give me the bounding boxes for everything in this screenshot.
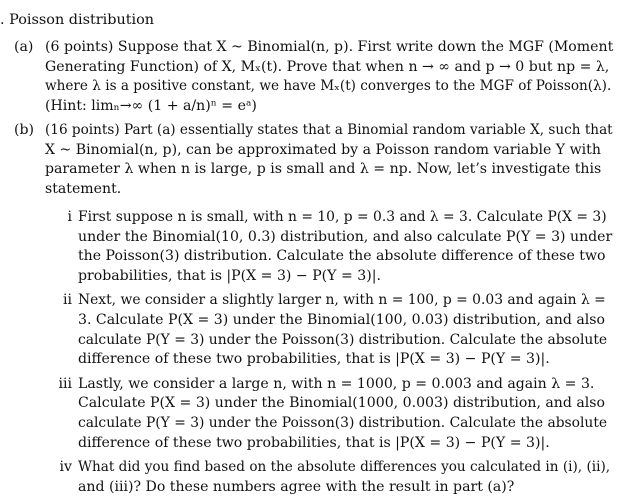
subpart-iii-body bbox=[78, 375, 614, 453]
subpart-line: Next, we consider a slightly larger n, with n = 100, p = 0.03 and again λ = bbox=[78, 292, 606, 309]
part-a-line: where λ is a positive constant, we have Mₓ(t) converges to the MGF of Poisson(λ). bbox=[45, 78, 612, 95]
part-b-line: statement. bbox=[45, 180, 122, 197]
subpart-line: calculate P(Y = 3) under the Poisson(3) distribution. Calculate the absolute bbox=[78, 414, 608, 431]
subpart-line: difference of these two probabilities, that is |P(X = 3) − P(Y = 3)|. bbox=[78, 351, 550, 368]
part-a-line: Generating Function) of X, Mₓ(t). Prove that when n → ∞ and p → 0 but np = λ, bbox=[45, 58, 610, 75]
part-b-body bbox=[45, 121, 614, 199]
subpart-line: What did you find based on the absolute differences you calculated in (i), (ii), bbox=[78, 459, 611, 476]
subpart-line: probabilities, that is |P(X = 3) − P(Y = 3)|. bbox=[78, 267, 381, 284]
part-b-label: (b) bbox=[14, 122, 35, 138]
subpart-i-label: i bbox=[67, 209, 72, 225]
subpart-i-body bbox=[78, 208, 614, 286]
part-b-line: (16 points) Part (a) essentially states that a Binomial random variable X, such that bbox=[45, 122, 613, 138]
subpart-line: Lastly, we consider a large n, with n = 1000, p = 0.003 and again λ = 3. bbox=[78, 375, 595, 392]
subpart-ii-label: ii bbox=[62, 292, 72, 309]
part-a bbox=[14, 38, 614, 116]
subparts-list bbox=[50, 208, 614, 502]
subpart-line: under the Binomial(10, 0.3) distribution, and also calculate P(Y = 3) under bbox=[78, 228, 613, 245]
subpart-line: the Poisson(3) distribution. Calculate the absolute difference of these two bbox=[78, 248, 606, 265]
subpart-ii bbox=[50, 291, 614, 369]
part-a-body bbox=[45, 38, 614, 116]
part-b bbox=[14, 121, 614, 199]
subpart-line: difference of these two probabilities, that is |P(X = 3) − P(Y = 3)|. bbox=[78, 434, 550, 451]
section-heading: . Poisson distribution bbox=[0, 12, 155, 28]
subpart-iii-label: iii bbox=[58, 375, 72, 392]
part-a-label: (a) bbox=[14, 39, 34, 55]
part-a-line: (6 points) Suppose that X ~ Binomial(n, p). First write down the MGF (Moment bbox=[45, 39, 614, 55]
part-b-line: X ~ Binomial(n, p), can be approximated by a Poisson random variable Y with bbox=[45, 141, 601, 158]
subpart-iii bbox=[50, 375, 614, 453]
subpart-ii-body bbox=[78, 291, 614, 369]
subpart-line: and (iii)? Do these numbers agree with the result in part (a)? bbox=[78, 478, 515, 495]
subpart-iv-body bbox=[78, 458, 614, 497]
subpart-line: First suppose n is small, with n = 10, p = 0.3 and λ = 3. Calculate P(X = 3) bbox=[78, 209, 607, 225]
subpart-line: Calculate P(X = 3) under the Binomial(1000, 0.003) distribution, and also bbox=[78, 395, 606, 412]
subpart-line: calculate P(Y = 3) under the Poisson(3) distribution. Calculate the absolute bbox=[78, 331, 608, 348]
subpart-i bbox=[50, 208, 614, 286]
subpart-iv-label: iv bbox=[59, 459, 72, 476]
part-b-line: parameter λ when n is large, p is small and λ = np. Now, let’s investigate this bbox=[45, 161, 602, 178]
part-a-hint-line: (Hint: limₙ→∞ (1 + a/n)ⁿ = eᵃ) bbox=[45, 97, 257, 114]
subpart-iv bbox=[50, 458, 614, 497]
subpart-line: 3. Calculate P(X = 3) under the Binomial(100, 0.03) distribution, and also bbox=[78, 311, 606, 328]
